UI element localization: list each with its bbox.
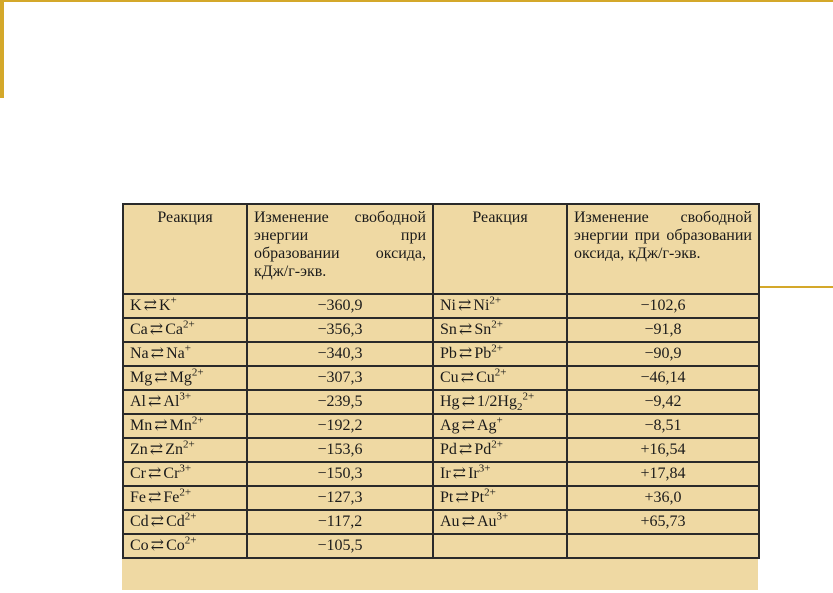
- ion-symbol: Sn: [474, 321, 492, 338]
- reaction-cell: [123, 534, 247, 558]
- reaction-cell: [123, 390, 247, 414]
- metal-symbol: Ag: [440, 417, 460, 434]
- ion-charge: 2+: [491, 438, 503, 451]
- equilibrium-arrow: ⇄: [148, 465, 162, 482]
- reaction-cell: [433, 342, 567, 366]
- oxide-energy-table: [122, 203, 760, 559]
- reaction-cell: [123, 414, 247, 438]
- equilibrium-arrow: ⇄: [143, 297, 157, 314]
- reaction-cell: [123, 342, 247, 366]
- ion-charge: 2+: [191, 414, 204, 427]
- ion-charge: +: [496, 414, 503, 427]
- right-accent-line: [758, 286, 833, 288]
- metal-symbol: Fe: [130, 489, 146, 506]
- equilibrium-arrow: ⇄: [460, 369, 475, 386]
- table-body: [123, 204, 759, 558]
- energy-value-cell: +36,0: [567, 486, 759, 510]
- reaction-cell: [123, 486, 247, 510]
- ion-symbol: Ni: [473, 297, 490, 314]
- reaction-cell: [433, 318, 567, 342]
- metal-symbol: Hg: [440, 393, 460, 410]
- ion-charge: +: [184, 342, 191, 355]
- reaction-cell: [433, 462, 567, 486]
- header-energy-right: Изменение свободной энергии при образовании оксида, кДж/г-экв.: [567, 204, 759, 294]
- metal-symbol: Pb: [440, 345, 457, 362]
- energy-value-cell: −105,5: [247, 534, 433, 558]
- table-row: [123, 342, 759, 366]
- ion-symbol: Cd: [166, 513, 185, 530]
- ion-symbol: K: [158, 297, 171, 314]
- energy-value-cell: [567, 534, 759, 558]
- ion-charge: 2+: [191, 366, 204, 379]
- table-row: [123, 366, 759, 390]
- table-row: [123, 438, 759, 462]
- ion-charge: 2+: [182, 438, 195, 451]
- ion-charge: 2+: [484, 486, 496, 499]
- equilibrium-arrow: ⇄: [149, 321, 164, 338]
- ion-symbol: Co: [166, 537, 185, 554]
- header-reaction-left: Реакция: [123, 204, 247, 294]
- equilibrium-arrow: ⇄: [154, 417, 168, 434]
- equilibrium-arrow: ⇄: [154, 369, 168, 386]
- equilibrium-arrow: ⇄: [458, 321, 473, 338]
- ion-symbol: Mg: [169, 369, 192, 386]
- reaction-cell: [433, 510, 567, 534]
- equilibrium-arrow: ⇄: [461, 513, 475, 530]
- metal-symbol: Mn: [130, 417, 153, 434]
- header-reaction-right: Реакция: [433, 204, 567, 294]
- metal-symbol: Sn: [440, 321, 457, 338]
- reaction-cell: [123, 438, 247, 462]
- ion-coefficient: 1/2: [476, 393, 498, 410]
- ion-charge: 2+: [491, 342, 503, 355]
- ion-symbol: Ir: [468, 465, 479, 482]
- ion-charge: 2+: [184, 534, 197, 547]
- ion-symbol: Fe: [163, 489, 180, 506]
- equilibrium-arrow: ⇄: [148, 393, 162, 410]
- ion-charge: 2+: [494, 366, 507, 379]
- ion-symbol: Zn: [165, 441, 183, 458]
- metal-symbol: Pt: [440, 489, 454, 506]
- energy-value-cell: −8,51: [567, 414, 759, 438]
- ion-symbol: Pt: [470, 489, 485, 506]
- reaction-cell: [123, 294, 247, 318]
- metal-symbol: Ir: [440, 465, 451, 482]
- energy-value-cell: −153,6: [247, 438, 433, 462]
- ion-charge: 3+: [478, 462, 491, 475]
- reaction-cell: [433, 414, 567, 438]
- table-row: [123, 462, 759, 486]
- energy-value-cell: −340,3: [247, 342, 433, 366]
- header-energy-left: Изменение свободной энергии при образовании оксида, кДж/г-экв.: [247, 204, 433, 294]
- table-row: [123, 414, 759, 438]
- metal-symbol: Ca: [130, 321, 148, 338]
- ion-symbol: Pb: [474, 345, 492, 362]
- equilibrium-arrow: ⇄: [150, 345, 165, 362]
- equilibrium-arrow: ⇄: [452, 465, 467, 482]
- equilibrium-arrow: ⇄: [148, 489, 162, 506]
- metal-symbol: Na: [130, 345, 149, 362]
- ion-subscript: 2: [516, 401, 523, 414]
- energy-value-cell: −91,8: [567, 318, 759, 342]
- reaction-cell: [433, 366, 567, 390]
- equilibrium-arrow: ⇄: [149, 441, 164, 458]
- ion-charge: 2+: [522, 390, 535, 403]
- ion-charge: 3+: [496, 510, 509, 523]
- energy-value-cell: −117,2: [247, 510, 433, 534]
- equilibrium-arrow: ⇄: [458, 297, 472, 314]
- equilibrium-arrow: ⇄: [458, 441, 473, 458]
- metal-symbol: Cu: [440, 369, 459, 386]
- ion-charge: 2+: [489, 294, 502, 307]
- reaction-cell: [123, 366, 247, 390]
- reaction-cell: [433, 486, 567, 510]
- metal-symbol: Ni: [440, 297, 456, 314]
- metal-symbol: Pd: [440, 441, 457, 458]
- oxide-energy-table-container: [122, 203, 758, 590]
- metal-symbol: Mg: [130, 369, 153, 386]
- ion-symbol: Hg: [497, 393, 517, 410]
- metal-symbol: Au: [440, 513, 460, 530]
- ion-symbol: Mn: [169, 417, 192, 434]
- metal-symbol: Zn: [130, 441, 148, 458]
- table-header-row: [123, 204, 759, 294]
- metal-symbol: Co: [130, 537, 149, 554]
- top-accent-line: [0, 0, 833, 2]
- table-row: [123, 510, 759, 534]
- metal-symbol: Al: [130, 393, 146, 410]
- ion-charge: 2+: [184, 510, 197, 523]
- ion-charge: 3+: [179, 390, 192, 403]
- ion-charge: 3+: [179, 462, 192, 475]
- reaction-cell: [123, 510, 247, 534]
- left-accent-bar: [0, 0, 4, 98]
- table-row: [123, 318, 759, 342]
- energy-value-cell: −307,3: [247, 366, 433, 390]
- reaction-cell: [433, 294, 567, 318]
- equilibrium-arrow: ⇄: [150, 537, 165, 554]
- metal-symbol: K: [130, 297, 142, 314]
- energy-value-cell: −90,9: [567, 342, 759, 366]
- energy-value-cell: +17,84: [567, 462, 759, 486]
- reaction-cell: [123, 462, 247, 486]
- energy-value-cell: −239,5: [247, 390, 433, 414]
- reaction-cell: [433, 438, 567, 462]
- energy-value-cell: −192,2: [247, 414, 433, 438]
- equilibrium-arrow: ⇄: [461, 417, 475, 434]
- energy-value-cell: −360,9: [247, 294, 433, 318]
- ion-charge: 2+: [179, 486, 192, 499]
- ion-symbol: Ca: [165, 321, 183, 338]
- metal-symbol: Cd: [130, 513, 149, 530]
- ion-symbol: Cu: [476, 369, 495, 386]
- metal-symbol: Cr: [130, 465, 146, 482]
- energy-value-cell: −356,3: [247, 318, 433, 342]
- equilibrium-arrow: ⇄: [458, 345, 473, 362]
- table-row: [123, 294, 759, 318]
- energy-value-cell: −46,14: [567, 366, 759, 390]
- reaction-cell: [123, 318, 247, 342]
- ion-symbol: Ag: [476, 417, 497, 434]
- reaction-cell: [433, 390, 567, 414]
- table-row: [123, 486, 759, 510]
- table-row: [123, 534, 759, 558]
- ion-charge: 2+: [491, 318, 503, 331]
- energy-value-cell: −102,6: [567, 294, 759, 318]
- energy-value-cell: −127,3: [247, 486, 433, 510]
- ion-charge: +: [170, 294, 177, 307]
- energy-value-cell: −9,42: [567, 390, 759, 414]
- ion-symbol: Cr: [163, 465, 180, 482]
- equilibrium-arrow: ⇄: [461, 393, 475, 410]
- equilibrium-arrow: ⇄: [455, 489, 469, 506]
- energy-value-cell: +16,54: [567, 438, 759, 462]
- energy-value-cell: −150,3: [247, 462, 433, 486]
- table-row: [123, 390, 759, 414]
- energy-value-cell: +65,73: [567, 510, 759, 534]
- ion-charge: 2+: [182, 318, 195, 331]
- reaction-cell: [433, 534, 567, 558]
- equilibrium-arrow: ⇄: [150, 513, 165, 530]
- ion-symbol: Au: [476, 513, 497, 530]
- ion-symbol: Na: [166, 345, 185, 362]
- ion-symbol: Al: [163, 393, 180, 410]
- ion-symbol: Pd: [474, 441, 492, 458]
